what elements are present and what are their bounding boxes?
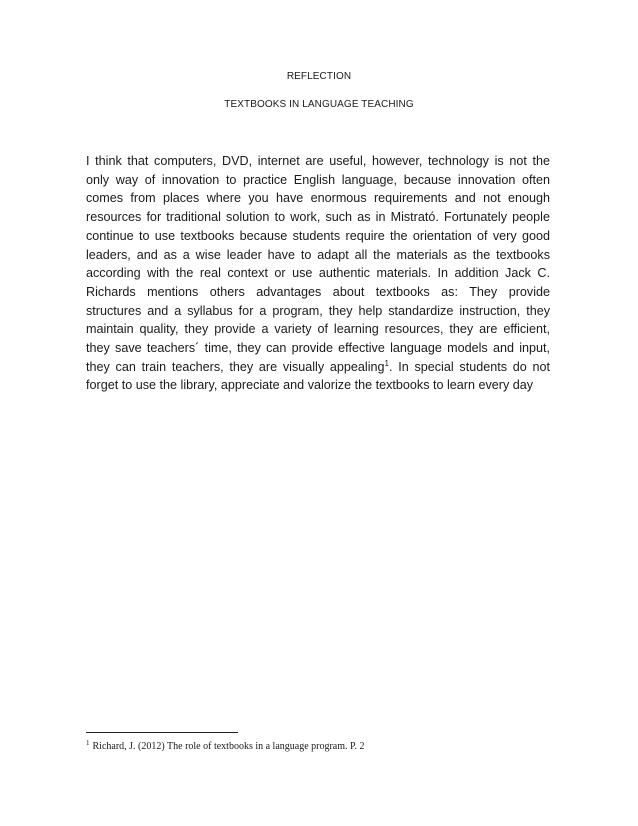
paragraph-line: they save teachers´ time, they can provide effective language models and input,: [86, 341, 550, 356]
footnote-text: Richard, J. (2012) The role of textbooks in a language program. P. 2: [92, 741, 365, 752]
document-subtitle: TEXTBOOKS IN LANGUAGE TEACHING: [224, 99, 414, 110]
document-title: REFLECTION: [286, 71, 352, 82]
footnote-reference: 1: [384, 358, 389, 368]
footnote-mark: 1: [86, 738, 90, 747]
footnote: [86, 738, 556, 752]
footnote-separator: [86, 732, 238, 733]
paragraph-line: leaders, and as a wise leader have to adapt all the materials as the textbooks: [86, 247, 550, 262]
paragraph-line-start: they can train teachers, they are visually appealing: [86, 359, 385, 374]
paragraph-line: only way of innovation to practice English language, because innovation often: [86, 172, 550, 187]
paragraph-line: according with the real context or use authentic materials. In addition Jack C.: [86, 266, 550, 281]
paragraph-line: I think that computers, DVD, internet are useful, however, technology is not the: [86, 154, 550, 168]
reflection-paragraph: [86, 152, 550, 395]
paragraph-line-with-footnote: [86, 358, 550, 377]
paragraph-line: comes from places where you have enormous requirements and not enough: [86, 191, 550, 206]
paragraph-line: resources for traditional solution to work, such as in Mistrató. Fortunately people: [86, 210, 550, 225]
paragraph-line-end: . In special students do not: [388, 359, 550, 374]
paragraph-line-last: forget to use the library, appreciate and valorize the textbooks to learn every day: [86, 378, 534, 393]
paragraph-line: continue to use textbooks because students require the orientation of very good: [86, 228, 550, 243]
paragraph-line: structures and a syllabus for a program, they help standardize instruction, they: [86, 303, 550, 318]
paragraph-line: maintain quality, they provide a variety of learning resources, they are efficient,: [86, 322, 550, 337]
paragraph-line: Richards mentions others advantages about textbooks as: They provide: [86, 284, 550, 299]
